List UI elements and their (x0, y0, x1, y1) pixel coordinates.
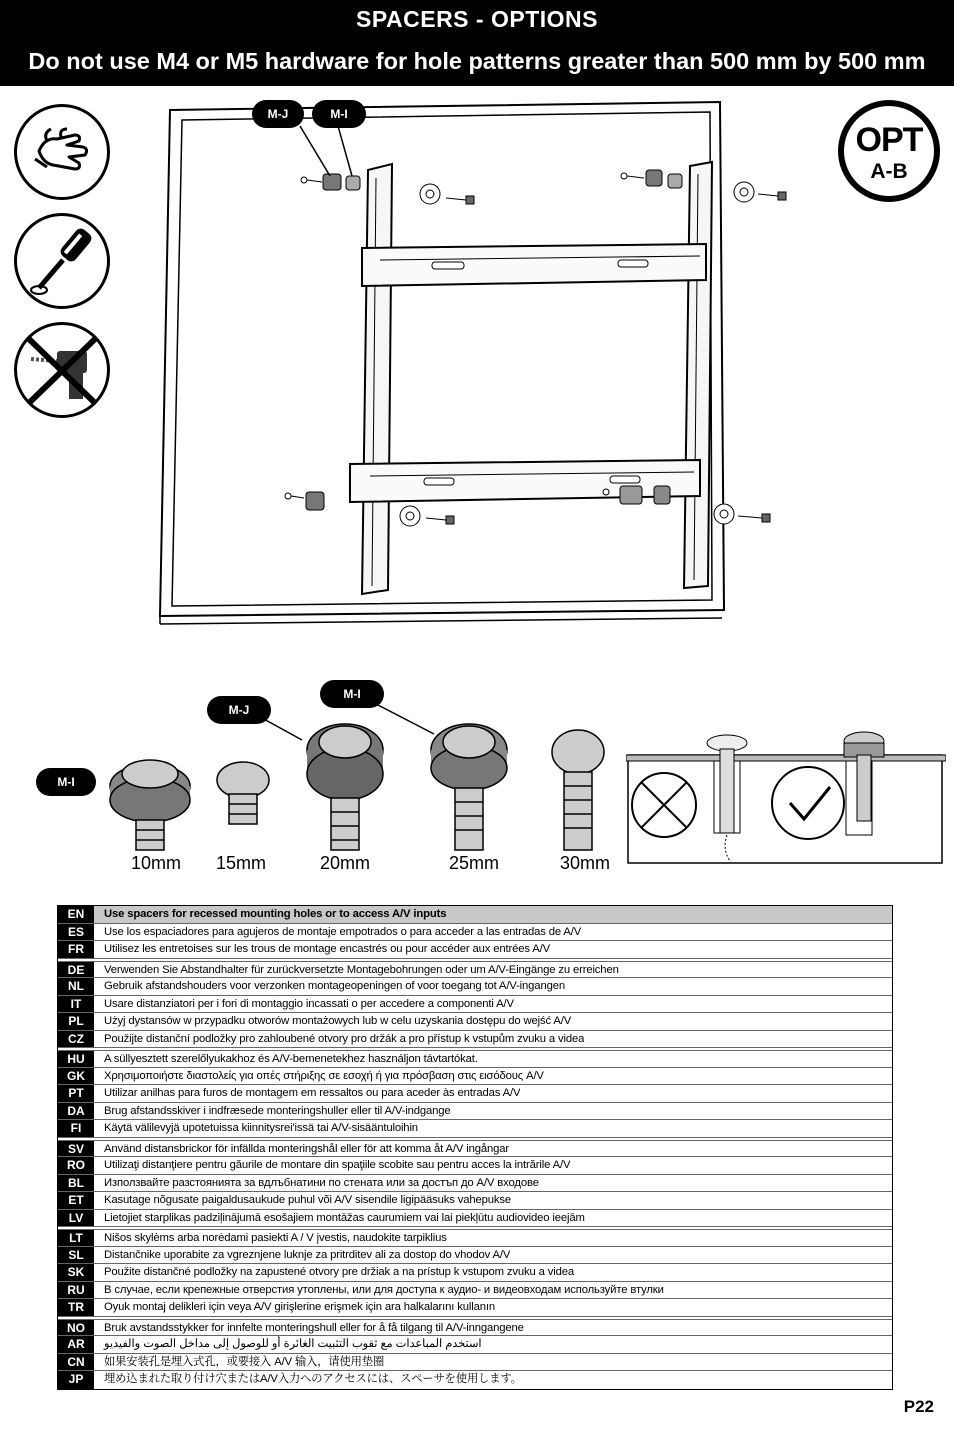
language-text: 埋め込まれた取り付け穴またはA/V入力へのアクセスには、スペーサを使用します。 (104, 1373, 522, 1385)
language-text: Käytä välilevyjä upotetuissa kiinnitysrei'issä tai A/V-sisääntuloihin (104, 1122, 418, 1134)
language-text: Użyj dystansów w przypadku otworów montażowych lub w celu uzyskania dostępu do wejść A/V (104, 1015, 572, 1027)
language-row-nl (58, 978, 892, 996)
language-text: Usare distanziatori per i fori di montaggio incassati o per accedere a componenti A/V (104, 997, 514, 1010)
language-code: CZ (58, 1031, 94, 1048)
language-text: Utilisez les entretoises sur les trous de montage encastrés ou pour accéder aux entrées A/V (104, 943, 550, 955)
language-text: Utilizaţi distanţiere pentru găurile de montare din spaţiile scobite sau pentru acces la intrările A/V (104, 1159, 571, 1171)
language-row-gk (58, 1068, 892, 1086)
language-code: HU (58, 1051, 94, 1067)
screw-depth-detail (626, 725, 946, 867)
size-30mm: 30mm (560, 853, 611, 873)
language-code: PL (58, 1013, 94, 1030)
label-mi-top: M-I (312, 100, 366, 128)
language-row-da (58, 1103, 892, 1121)
language-text: Utilizar anilhas para furos de montagem em ressaltos ou para aceder às entradas A/V (104, 1087, 521, 1099)
language-text: Use los espaciadores para agujeros de montaje empotrados o para acceder a las entradas de A/V (104, 925, 582, 938)
language-code: AR (58, 1336, 94, 1353)
language-row-it (58, 996, 892, 1014)
language-text: Oyuk montaj delikleri için veya A/V girişlerine erişmek için ara halkalarını kullanın (104, 1301, 495, 1313)
page-header (0, 0, 954, 86)
language-code: BL (58, 1175, 94, 1192)
opt-label: OPT (855, 121, 923, 159)
language-row-pl (58, 1013, 892, 1031)
opt-variant-label: A-B (870, 160, 908, 183)
language-text: Kasutage nõgusate paigaldusaukude puhul või A/V sisendile ligipääsuks vahepukse (104, 1194, 512, 1206)
language-row-ar (58, 1336, 892, 1354)
language-text: Използвайте разстоянията за вдлъбнатини по стената или за достъп до A/V входове (104, 1176, 539, 1189)
language-code: JP (58, 1371, 94, 1389)
language-row-de (58, 961, 892, 979)
tv-mount-diagram (0, 90, 954, 650)
language-row-et (58, 1192, 892, 1210)
language-text: استخدم المباعدات مع ثقوب التثبيت الغائرة أو للوصول إلى مداخل الصوت والفيديو (104, 1338, 482, 1350)
language-row-pt (58, 1085, 892, 1103)
language-text: Lietojiet starplikas padziļinājumā esošajiem montāžas caurumiem vai lai piekļūtu audiovideo ieejām (104, 1211, 585, 1224)
language-row-es (58, 924, 892, 942)
language-code: SV (58, 1141, 94, 1157)
language-code: SK (58, 1264, 94, 1281)
language-text: Verwenden Sie Abstandhalter für zurückversetzte Montagebohrungen oder um A/V-Eingänge zu erreichen (104, 963, 619, 976)
page-title: SPACERS - OPTIONS (356, 6, 598, 32)
language-row-ro (58, 1157, 892, 1175)
language-code: DA (58, 1103, 94, 1120)
language-code: LT (58, 1230, 94, 1246)
language-code: PT (58, 1085, 94, 1102)
language-text: 如果安装孔是埋入式孔，或要接入 A/V 输入，请使用垫圈 (104, 1355, 385, 1368)
language-text: Χρησιμοποιήστε διαστολείς για οπές στήριξης σε εσοχή ή για πρόσβαση στις εισόδους A/V (104, 1069, 544, 1082)
language-row-sk (58, 1264, 892, 1282)
language-code: NL (58, 978, 94, 995)
language-code: DE (58, 962, 94, 978)
language-row-lv (58, 1210, 892, 1228)
language-text: Använd distansbrickor för infällda monteringshål eller för att komma åt A/V ingångar (104, 1142, 509, 1155)
language-text: Gebruik afstandshouders voor verzonken montageopeningen of voor toegang tot A/V-ingangen (104, 980, 565, 992)
language-row-tr (58, 1299, 892, 1317)
language-code: TR (58, 1299, 94, 1316)
language-code: RU (58, 1282, 94, 1299)
language-code: CN (58, 1354, 94, 1371)
language-row-fr (58, 941, 892, 959)
language-code: ES (58, 924, 94, 941)
label-mi-screw: M-I (320, 680, 384, 708)
language-code: IT (58, 996, 94, 1013)
size-20mm: 20mm (320, 853, 371, 873)
language-text: Bruk avstandsstykker for innfelte monteringshull eller for å få tilgang til A/V-inngangene (104, 1321, 524, 1334)
language-row-jp (58, 1371, 892, 1389)
language-code: LV (58, 1210, 94, 1227)
language-code: NO (58, 1320, 94, 1336)
label-mj-top: M-J (252, 100, 304, 128)
language-row-ru (58, 1282, 892, 1300)
language-code: GK (58, 1068, 94, 1085)
language-text: Distančnike uporabite za vgreznjene luknje za pritrditev ali za dostop do vhodov A/V (104, 1248, 511, 1261)
language-code: ET (58, 1192, 94, 1209)
language-row-bl (58, 1175, 892, 1193)
language-text: Nišos skylėms arba norėdami pasiekti A / V įvestis, naudokite tarpiklius (104, 1232, 447, 1244)
language-row-cz (58, 1031, 892, 1049)
language-row-en (58, 906, 892, 924)
language-row-sv (58, 1140, 892, 1158)
language-text: Brug afstandsskiver i indfræsede monteringshuller eller til A/V-indgange (104, 1104, 451, 1117)
language-row-lt (58, 1229, 892, 1247)
language-code: EN (58, 906, 94, 923)
language-text: Použijte distanční podložky pro zahloubené otvory pro držák a pro přístup k vstupům zvuku a videa (104, 1032, 585, 1045)
size-10mm: 10mm (131, 853, 182, 873)
warning-subtitle: Do not use M4 or M5 hardware for hole patterns greater than 500 mm by 500 mm (28, 48, 926, 74)
language-code: RO (58, 1157, 94, 1174)
language-row-hu (58, 1050, 892, 1068)
language-row-no (58, 1319, 892, 1337)
label-mi-left: M-I (36, 768, 96, 796)
label-mj-screw: M-J (207, 696, 271, 724)
language-code: SL (58, 1247, 94, 1264)
language-text: Use spacers for recessed mounting holes or to access A/V inputs (94, 906, 892, 923)
size-25mm: 25mm (449, 853, 500, 873)
language-row-cn (58, 1354, 892, 1372)
language-text: В случае, если крепежные отверстия утоплены, или для доступа к аудио- и видеовходам используйте втулки (104, 1283, 664, 1296)
language-row-fi (58, 1120, 892, 1138)
language-row-sl (58, 1247, 892, 1265)
language-text: Použite distančné podložky na zapustené otvory pre držiak a na prístup k vstupom zvuku a videa (104, 1266, 575, 1278)
size-15mm: 15mm (216, 853, 267, 873)
language-instructions-table (57, 905, 893, 1390)
page-number: P22 (903, 1397, 934, 1416)
language-text: A süllyesztett szerelőlyukakhoz és A/V-bemenetekhez használjon távtartókat. (104, 1053, 478, 1065)
language-code: FI (58, 1120, 94, 1137)
language-code: FR (58, 941, 94, 958)
